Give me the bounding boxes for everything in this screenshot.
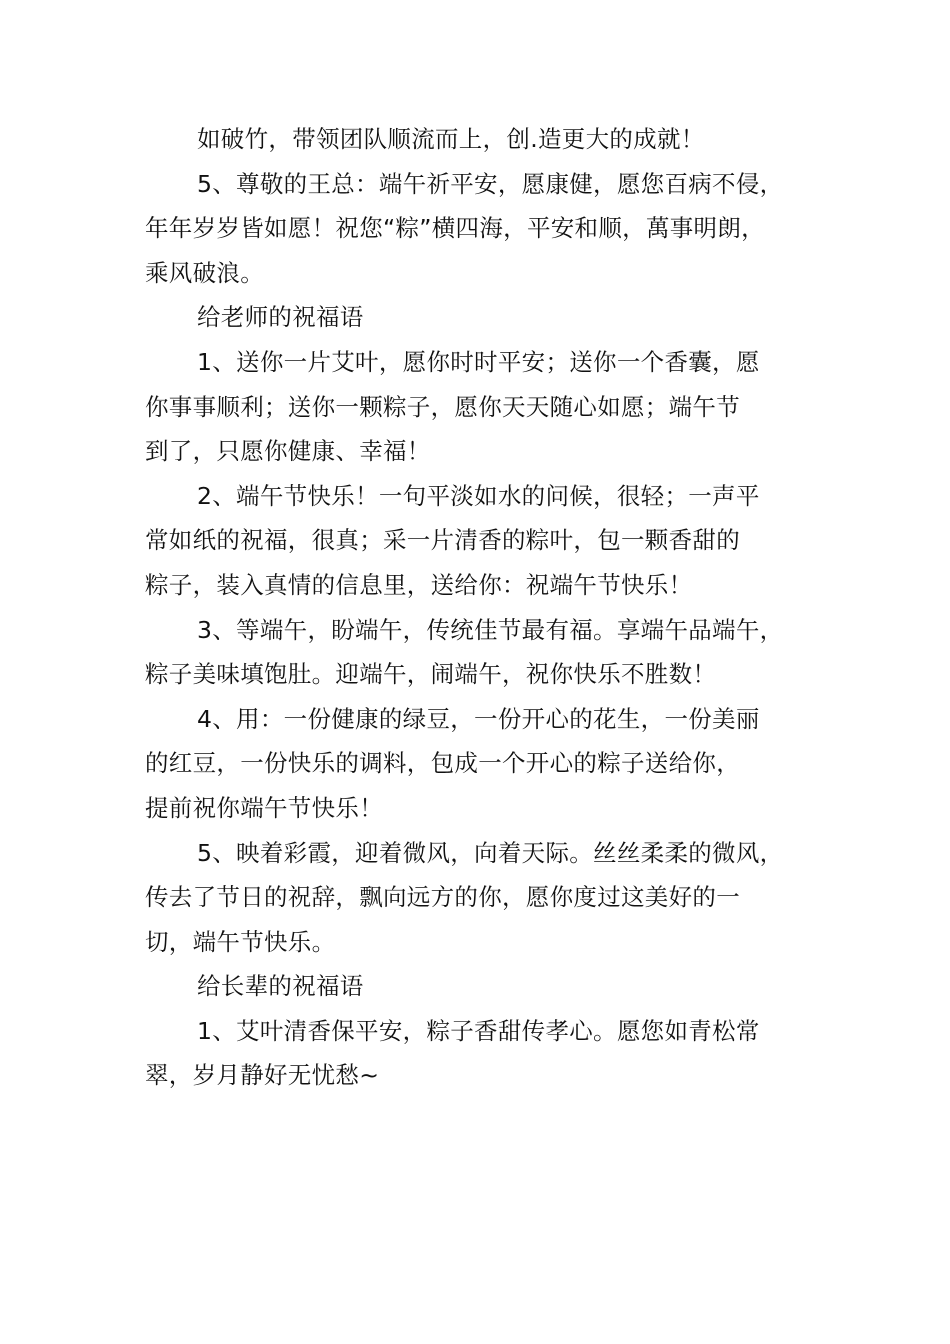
- text-line: 如破竹，带领团队顺流而上，创.造更大的成就！: [197, 125, 705, 153]
- text-line: 1、艾叶清香保平安，粽子香甜传孝心。愿您如青松常: [197, 1016, 760, 1045]
- text-line: 5、映着彩霞，迎着微风，向着天际。丝丝柔柔的微风，: [197, 838, 784, 867]
- text-line: 乘风破浪。: [145, 258, 264, 287]
- text-line: 常如纸的祝福，很真；采一片清香的粽叶，包一颗香甜的: [145, 526, 740, 555]
- text-line: 传去了节日的祝辞，飘向远方的你，愿你度过这美好的一: [145, 883, 740, 912]
- text-line: 给长辈的祝福语: [197, 972, 364, 1001]
- section-heading: [145, 295, 845, 340]
- text-line: 粽子，装入真情的信息里，送给你：祝端午节快乐！: [145, 570, 693, 599]
- paragraph: [145, 162, 845, 296]
- text-line: 3、等端午，盼端午，传统佳节最有福。享端午品端午，: [197, 615, 784, 644]
- text-line: 5、尊敬的王总：端午祈平安，愿康健，愿您百病不侵，: [197, 169, 784, 198]
- paragraph: [145, 831, 845, 965]
- text-line: 粽子美味填饱肚。迎端午，闹端午，祝你快乐不胜数！: [145, 660, 717, 689]
- text-line: 年年岁岁皆如愿！祝您“粽”横四海，平安和顺，萬事明朗，: [145, 214, 765, 243]
- text-line: 翠，岁月静好无忧愁~: [145, 1061, 380, 1090]
- text-line: 提前祝你端午节快乐！: [145, 793, 383, 822]
- text-line: 给老师的祝福语: [197, 303, 364, 332]
- paragraph: [145, 340, 845, 474]
- document-page: [145, 117, 845, 1098]
- text-line: 到了，只愿你健康、幸福！: [145, 437, 431, 466]
- paragraph: [145, 117, 845, 162]
- section-heading: [145, 964, 845, 1009]
- paragraph: [145, 1009, 845, 1098]
- text-line: 2、端午节快乐！一句平淡如水的问候，很轻；一声平: [197, 481, 760, 510]
- paragraph: [145, 608, 845, 697]
- paragraph: [145, 474, 845, 608]
- text-line: 4、用：一份健康的绿豆，一份开心的花生，一份美丽: [197, 704, 760, 733]
- text-line: 的红豆，一份快乐的调料，包成一个开心的粽子送给你，: [145, 749, 740, 778]
- text-line: 切，端午节快乐。: [145, 927, 336, 956]
- paragraph: [145, 697, 845, 831]
- text-line: 1、送你一片艾叶，愿你时时平安；送你一个香囊，愿: [197, 347, 760, 376]
- text-line: 你事事顺利；送你一颗粽子，愿你天天随心如愿；端午节: [145, 392, 740, 421]
